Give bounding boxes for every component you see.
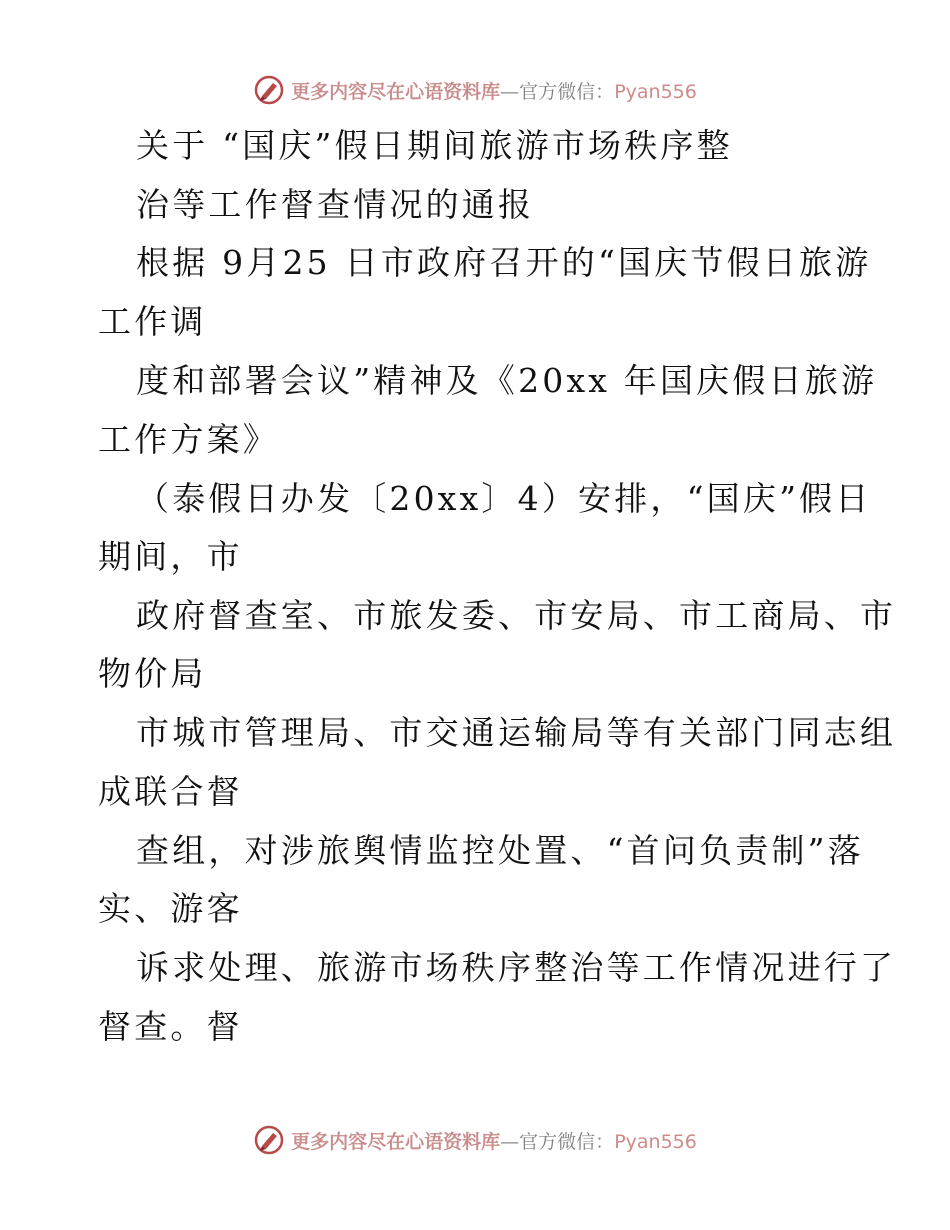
title-line-1: 关于 “国庆”假日期间旅游市场秩序整 bbox=[136, 126, 733, 165]
title-line-2: 治等工作督查情况的通报 bbox=[136, 185, 535, 224]
paragraph-line: 工作调 bbox=[98, 302, 207, 341]
paragraph-line: 政府督查室、市旅发委、市安局、市工商局、市 bbox=[136, 596, 897, 635]
footer-watermark bbox=[0, 1120, 950, 1160]
watermark-id: Pyan556 bbox=[614, 1130, 697, 1153]
paragraph-line: 物价局 bbox=[98, 654, 207, 693]
watermark-site: 更多内容尽在心语资料库 bbox=[291, 80, 501, 103]
paragraph-line: 工作方案》 bbox=[98, 420, 279, 459]
paragraph-line: 查组，对涉旅舆情监控处置、“首问负责制”落 bbox=[136, 831, 864, 870]
watermark-label: 官方微信： bbox=[519, 80, 615, 103]
paragraph-line: 督查。督 bbox=[98, 1007, 243, 1046]
watermark-label: 官方微信： bbox=[519, 1130, 615, 1153]
paragraph-line: 实、游客 bbox=[98, 889, 243, 928]
paragraph-line: 根据 9月25 日市政府召开的“国庆节假日旅游 bbox=[136, 243, 872, 282]
watermark-text bbox=[291, 1127, 697, 1154]
header-watermark bbox=[0, 70, 950, 110]
paragraph-line: 成联合督 bbox=[98, 772, 243, 811]
watermark-id: Pyan556 bbox=[614, 80, 697, 103]
pen-logo-icon bbox=[253, 74, 285, 106]
paragraph-line: （泰假日办发〔20xx〕4）安排，“国庆”假日 bbox=[136, 479, 872, 518]
paragraph-line: 市城市管理局、市交通运输局等有关部门同志组 bbox=[136, 713, 897, 752]
watermark-separator: — bbox=[500, 80, 520, 103]
paragraph-line: 度和部署会议”精神及《20xx 年国庆假日旅游 bbox=[136, 361, 878, 400]
watermark-site: 更多内容尽在心语资料库 bbox=[291, 1130, 501, 1153]
pen-logo-icon bbox=[253, 1124, 285, 1156]
paragraph-line: 诉求处理、旅游市场秩序整治等工作情况进行了 bbox=[136, 948, 897, 987]
watermark-text bbox=[291, 77, 697, 104]
watermark-separator: — bbox=[500, 1130, 520, 1153]
paragraph-line: 期间，市 bbox=[98, 537, 243, 576]
